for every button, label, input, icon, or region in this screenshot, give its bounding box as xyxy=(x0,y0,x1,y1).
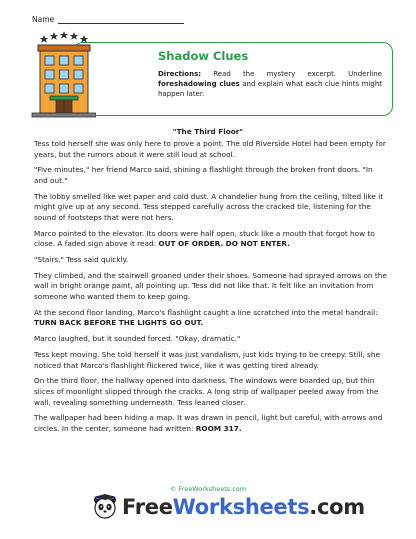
logo-worksheets-text: Worksheets xyxy=(172,495,310,519)
paragraph-4-text: Marco pointed to the elevator. Its doors were half open, stuck like a mouth that forgot how to close. A faded sign above it read: xyxy=(34,228,375,249)
worksheet-title: Shadow Clues xyxy=(158,49,249,63)
story-paragraph-5: "Stairs," Tess said quickly. xyxy=(34,255,129,265)
story-paragraph-8: Marco laughed, but it sounded forced. "Okay, dramatic." xyxy=(34,334,241,344)
story-title: "The Third Floor" xyxy=(172,127,244,136)
paragraph-11-text: The wallpaper had been hiding a map. It was drawn in pencil, light but careful, with arrows and circles. In the center, someone had written: xyxy=(34,413,383,433)
story-paragraph-9: Tess kept moving. She told herself it was just vandalism, just kids trying to be creepy. Still, she noticed that Marco's flashlight flickered twice, like it was getting tired already. xyxy=(34,350,380,370)
freeworksheets-logo xyxy=(92,494,365,520)
directions-box xyxy=(73,42,393,116)
paragraph-7-text: At the second floor landing, Marco's flashlight caught a line scratched into the metal handrail: xyxy=(34,307,378,317)
directions-bold-term: foreshadowing clues xyxy=(158,80,240,89)
story-paragraph-4 xyxy=(34,229,387,250)
logo-free-text: Free xyxy=(122,495,173,519)
handrail-warning-text: TURN BACK BEFORE THE LIGHTS GO OUT. xyxy=(34,318,204,328)
directions-part1: Read the mystery excerpt. Underline xyxy=(201,70,382,78)
story-paragraph-1: Tess told herself she was only here to prove a point. The old Riverside Hotel had been empty for years, but the rumors about it were still loud at school. xyxy=(34,139,386,159)
name-field[interactable] xyxy=(32,15,184,24)
panda-logo-icon xyxy=(92,494,118,520)
story-paragraph-3: The lobby smelled like wet paper and cold dust. A chandelier hung from the ceiling, tilted like it might give up at any second. Tess stepped carefully across the cracked tile, listening for the sound of footsteps that were not hers. xyxy=(34,191,384,222)
story-excerpt xyxy=(34,139,387,440)
story-paragraph-10: On the third floor, the hallway opened into darkness. The windows were boarded up, but thin slices of moonlight slipped through the cracks. A long strip of wallpaper peeled away from the wall, revealing something underneath. Tess leaned closer. xyxy=(34,376,379,407)
name-line[interactable] xyxy=(58,15,184,24)
directions-text xyxy=(158,69,382,100)
logo-wordmark xyxy=(122,495,365,519)
elevator-sign-text: OUT OF ORDER. DO NOT ENTER. xyxy=(158,239,290,249)
directions-part2: and explain what each clue hints might happen later. xyxy=(158,80,382,99)
directions-label: Directions: xyxy=(158,70,202,78)
story-paragraph-6: They climbed, and the stairwell groaned under their shoes. Someone had sprayed arrows on the wall in bright orange paint, all pointing up. Tess did not like that. It felt like an invitation from someone who wanted them to keep going. xyxy=(34,270,387,302)
room-number-text: ROOM 317. xyxy=(195,423,242,433)
logo-com-text: .com xyxy=(309,495,365,519)
hotel-building-icon xyxy=(28,28,96,120)
story-paragraph-11 xyxy=(34,413,387,434)
footer-copyright: © FreeWorksheets.com xyxy=(169,485,247,493)
name-label: Name xyxy=(32,15,55,24)
story-paragraph-2: "Five minutes," her friend Marco said, shining a flashlight through the broken front doors. "In and out." xyxy=(34,165,373,185)
story-paragraph-7 xyxy=(34,308,387,329)
